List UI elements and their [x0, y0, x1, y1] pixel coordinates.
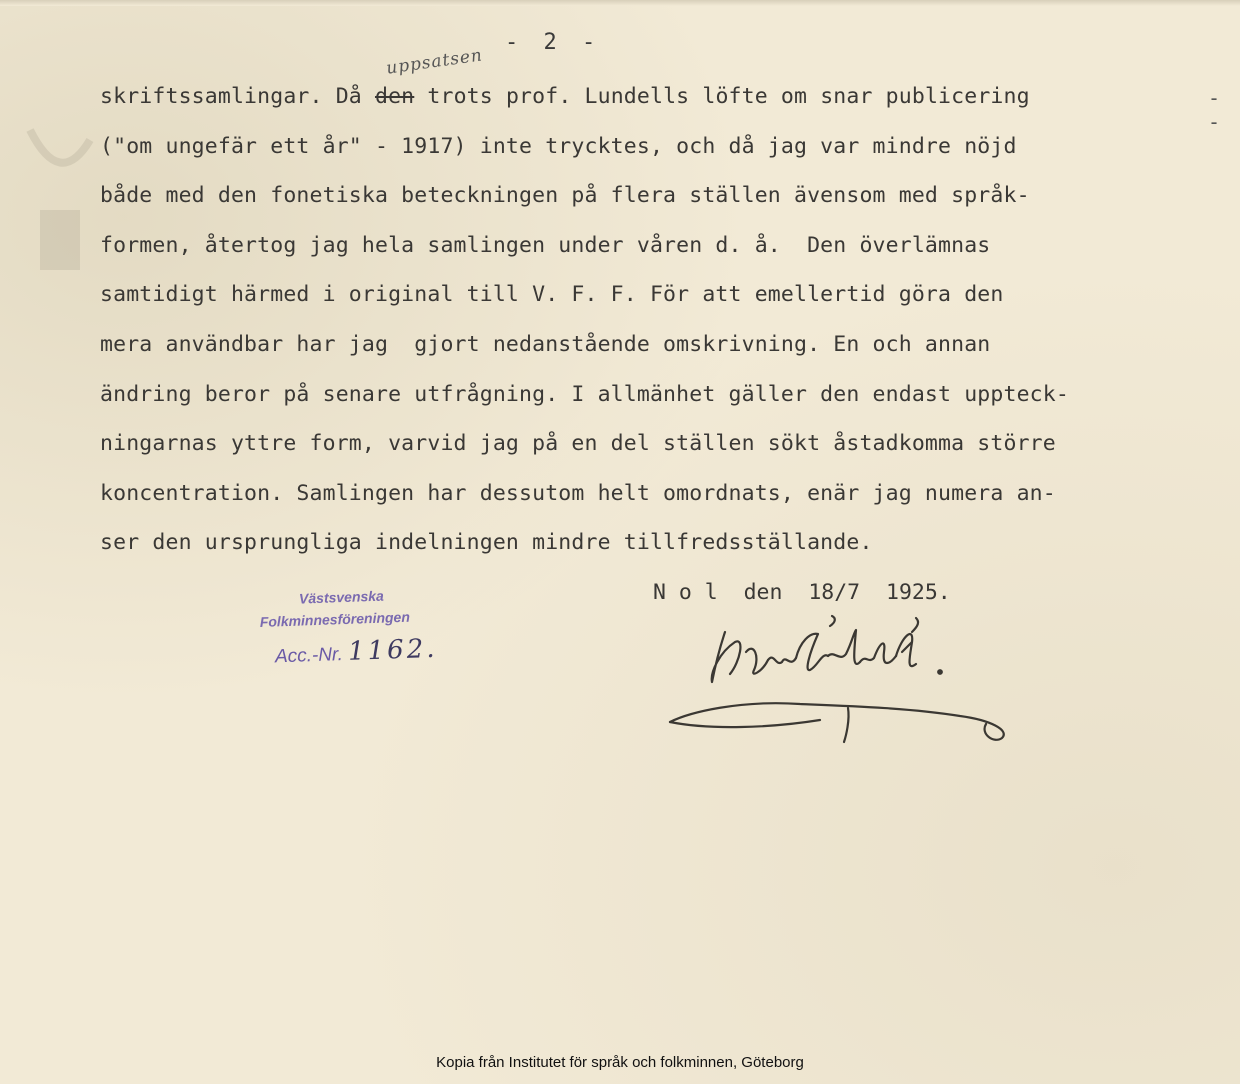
- archive-stamp: [257, 582, 490, 670]
- text-line: [100, 380, 1220, 430]
- stamp-acc-label: Acc.-Nr.: [274, 644, 344, 668]
- text-segment: både med den fonetiska beteckningen på flera ställen ävensom med språk-: [100, 183, 1030, 209]
- text-line: [100, 479, 1220, 529]
- text-segment: trots prof. Lundells löfte om snar publicering: [414, 84, 1030, 109]
- text-line: [100, 429, 1220, 479]
- text-line: [100, 231, 1220, 281]
- stamp-accession: [274, 634, 438, 670]
- margin-mark: - -: [1208, 86, 1221, 134]
- page-number: - 2 -: [505, 30, 602, 55]
- text-segment: skriftssamlingar. Då: [100, 84, 375, 109]
- text-segment: ("om ungefär ett år" - 1917) inte trycktes, och då jag var mindre nöjd: [100, 133, 1017, 159]
- text-segment: koncentration. Samlingen har dessutom helt omordnats, enär jag numera an-: [100, 480, 1056, 506]
- archive-footer: Kopia från Institutet för språk och folkminnen, Göteborg: [436, 1054, 804, 1071]
- text-segment: ser den ursprungliga indelningen mindre tillfredsställande.: [100, 530, 873, 556]
- typed-body-text: [100, 82, 1220, 578]
- text-line: [100, 280, 1220, 330]
- text-line: [100, 181, 1220, 231]
- dateline: N o l den 18/7 1925.: [653, 580, 951, 605]
- handwritten-insertion: uppsatsen: [385, 45, 485, 79]
- handwritten-signature: [650, 612, 1050, 762]
- struck-word: den: [374, 84, 415, 109]
- stamp-acc-number: 1162.: [347, 633, 438, 667]
- text-line: [100, 330, 1220, 380]
- bleed-through-marks: [20, 30, 100, 330]
- text-line: [100, 132, 1220, 182]
- text-segment: samtidigt härmed i original till V. F. F. För att emellertid göra den: [100, 282, 1004, 308]
- text-segment: formen, återtog jag hela samlingen under våren d. å. Den överlämnas: [100, 232, 991, 258]
- stamp-line-1: Västsvenska: [298, 587, 385, 607]
- text-line: [100, 82, 1220, 132]
- text-segment: ändring beror på senare utfrågning. I allmänhet gäller den endast uppteck-: [100, 381, 1069, 407]
- page-top-edge: [0, 0, 1240, 6]
- text-segment: mera användbar har jag gjort nedanstående omskrivning. En och annan: [100, 331, 991, 357]
- text-segment: ningarnas yttre form, varvid jag på en del ställen sökt åstadkomma större: [100, 431, 1056, 457]
- text-line: [100, 528, 1220, 578]
- stamp-line-2: Folkminnesföreningen: [259, 608, 411, 630]
